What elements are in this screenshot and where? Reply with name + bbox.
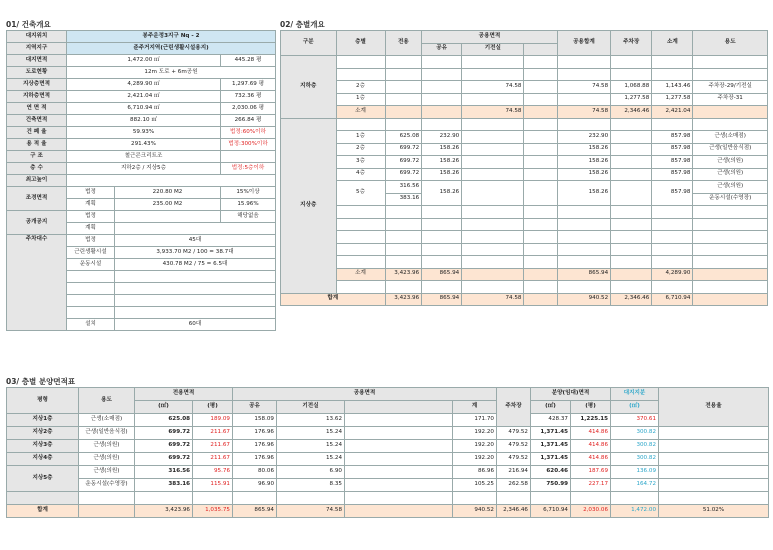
value-total-py: 2,030.06 평 [221,103,276,115]
value-park-legal: 45대 [115,235,276,247]
header-division: 구분 [281,31,337,56]
table-row: 4층 699.72 158.26 158.26 857.98 근생(의원) [281,168,768,181]
label-zone: 지역지구 [7,43,67,55]
value-bldg-py: 266.84 평 [221,115,276,127]
label-height: 최고높이 [7,175,67,187]
label-plan: 계획 [67,223,115,235]
value-park-sports: 430.78 M2 / 75 = 6.5대 [115,259,276,271]
value-far-limit: 법정:300%이하 [221,139,276,151]
label-far: 용 적 율 [7,139,67,151]
group-basement: 지하층 [281,56,337,119]
label-road: 도로현황 [7,67,67,79]
table-row: 운동시설(수영장) 383.16 115.91 96.90 8.35 105.25 262.58 750.99 227.17 164.72 [7,479,769,492]
label-area: 대지면적 [7,55,67,67]
header-exclusive: 전용면적 [135,388,233,401]
value-below-py: 732.36 평 [221,91,276,103]
header-exclusive: 전용 [385,31,422,56]
label-park-retail: 근린생활시설 [67,247,115,259]
value-above-m2: 4,289.90 ㎡ [67,79,221,91]
label-park-sports: 운동시설 [67,259,115,271]
header-sale: 분양(임대)면적 [531,388,611,401]
value-total-m2: 6,710.94 ㎡ [67,103,221,115]
value-zone: 준주거지역(근린생활시설용지) [67,43,276,55]
empty-cell [221,151,276,163]
value-floors-limit: 법정:5층이하 [221,163,276,175]
table-row: 5층 316.56 158.26 158.26 857.98 근생(의원) [281,181,768,194]
label-bldg: 건축면적 [7,115,67,127]
table-row: 지상3층 근생(의원) 699.72 211.67 176.96 15.24 192.20 479.52 1,371.45 414.86 300.82 [7,440,769,453]
header-floor: 층별 [336,31,385,56]
header-ratio: 전용율 [659,388,769,427]
unit-m2: (㎡) [611,401,659,414]
value-bcr: 59.93% [67,127,221,139]
header-mech: 기전실 [277,401,345,414]
label-legal: 법정 [67,187,115,199]
header-subtotal: 소계 [652,31,693,56]
sale-area-table [6,387,769,518]
value-open-legal: 해당없음 [221,211,276,223]
label-plan: 계획 [67,199,115,211]
table-row: 2층 699.72 158.26 158.26 857.98 근생(일반음식점) [281,143,768,156]
header-shared: 공유 [422,43,462,56]
header-land-share: 대지지분 [611,388,659,401]
overview-table [6,30,276,331]
value-land-plan-pct: 15.96% [221,199,276,211]
value-park-retail: 3,933.70 M2 / 100 = 38.7대 [115,247,276,259]
value-site: 봉주운정3지구 Nq - 2 [67,31,276,43]
header-shared: 공유 [233,401,277,414]
header-sum: 계 [453,401,497,414]
value-land-legal: 220.80 M2 [115,187,221,199]
header-type: 평형 [7,388,79,414]
value-road: 12m 도로 + 6m공원 [67,67,276,79]
header-blank [524,43,557,56]
total-row: 합계 3,423.96 1,035.75 865.94 74.58 940.52 2,346.46 6,710.94 2,030.06 1,472.00 51.02% [7,505,769,518]
value-far: 291.43% [67,139,221,151]
table-row: 1층 1,277.58 1,277.58 주차장-31 [281,93,768,106]
value-bcr-limit: 법정:60%이하 [221,127,276,139]
section-title-overview: 01/ 건축개요 [6,20,51,29]
table-row: 지상1층 근생(소매점) 625.08 189.09 158.09 13.62 171.70 428.37 1,225.15 370.61 [7,414,769,427]
label-floors: 층 수 [7,163,67,175]
floor-table: 구분 층별 전용 공용면적 공용합계 주차장 소계 용도 공유 기전실 지하층 2층 74.58 74.58 1,068.88 1,143.46 주차장-29/기전실 1층 1,277.58 1,277.58 주차장-31 소계 74.58 74.58 2,346.46 2,421.04 지상층 1층 625.08 232.90 232.90 857.98 근생(소매점) 2층 699.72 158.26 158.26 857.98 근생(일반음식점) 3층 699.72 158.26 158.26 857.98 근생(의원) 4층 699.72 158.26 158.26 857.98 근생(의원) 5층 316.56 158.26 158.26 857.98 근생(의원) 383.16 운동시설(수영장) 소계 3,423.96 865.94 865.94 4,289.90 합계 3,423.96 865.94 74.58 940.52 2,346.46 6,710.94 [280,30,768,306]
value-land-legal-pct: 15%이상 [221,187,276,199]
section-title-sale: 03/ 층별 분양면적표 [6,377,76,386]
label-legal: 법정 [67,235,115,247]
header-parking: 주차장 [497,388,531,427]
value-struct: 철근콘크리트조 [67,151,221,163]
value-install: 60대 [115,319,276,331]
label-struct: 구 조 [7,151,67,163]
header-common: 공용면적 [422,31,558,44]
value-floors: 지하2층 / 지상5층 [67,163,221,175]
value-area-py: 445.28 평 [221,55,276,67]
value-bldg-m2: 882.10 ㎡ [67,115,221,127]
label-install: 설치 [67,319,115,331]
value-area-m2: 1,472.00 ㎡ [67,55,221,67]
label-above: 지상층면적 [7,79,67,91]
table-row: 1층 625.08 232.90 232.90 857.98 근생(소매점) [281,131,768,144]
header-use: 용도 [79,388,135,414]
value-land-plan: 235.00 M2 [115,199,221,211]
label-parking: 주차대수 [7,235,67,331]
label-bcr: 건 폐 율 [7,127,67,139]
header-mech: 기전실 [462,43,524,56]
header-parking: 주차장 [611,31,652,56]
group-above: 지상층 [281,118,337,293]
table-row: 지상4층 근생(의원) 699.72 211.67 176.96 15.24 192.20 479.52 1,371.45 414.86 300.82 [7,453,769,466]
label-below: 지하층면적 [7,91,67,103]
label-site: 대지위치 [7,31,67,43]
value-below-m2: 2,421.04 ㎡ [67,91,221,103]
unit-m2: (㎡) [135,401,193,414]
unit-py: (평) [571,401,611,414]
section-title-floors: 02/ 층별개요 [280,20,325,29]
label-landscape: 조경면적 [7,187,67,211]
table-row: 3층 699.72 158.26 158.26 857.98 근생(의원) [281,156,768,169]
value-height [67,175,276,187]
unit-m2: (㎡) [531,401,571,414]
label-open-space: 공개공지 [7,211,67,235]
table-row: 지상2층 근생(일반음식점) 699.72 211.67 176.96 15.24 192.20 479.52 1,371.45 414.86 300.82 [7,427,769,440]
table-row: 2층 74.58 74.58 1,068.88 1,143.46 주차장-29/기전실 [281,81,768,94]
label-legal: 법정 [67,211,115,223]
table-row: 지상5층 근생(의원) 316.56 95.76 80.06 6.90 86.96 216.94 620.46 187.69 136.09 [7,466,769,479]
label-total: 연 면 적 [7,103,67,115]
header-common-sum: 공용합계 [557,31,610,56]
unit-py: (평) [193,401,233,414]
header-common: 공용면적 [233,388,497,401]
header-use: 용도 [693,31,768,56]
value-above-py: 1,297.69 평 [221,79,276,91]
